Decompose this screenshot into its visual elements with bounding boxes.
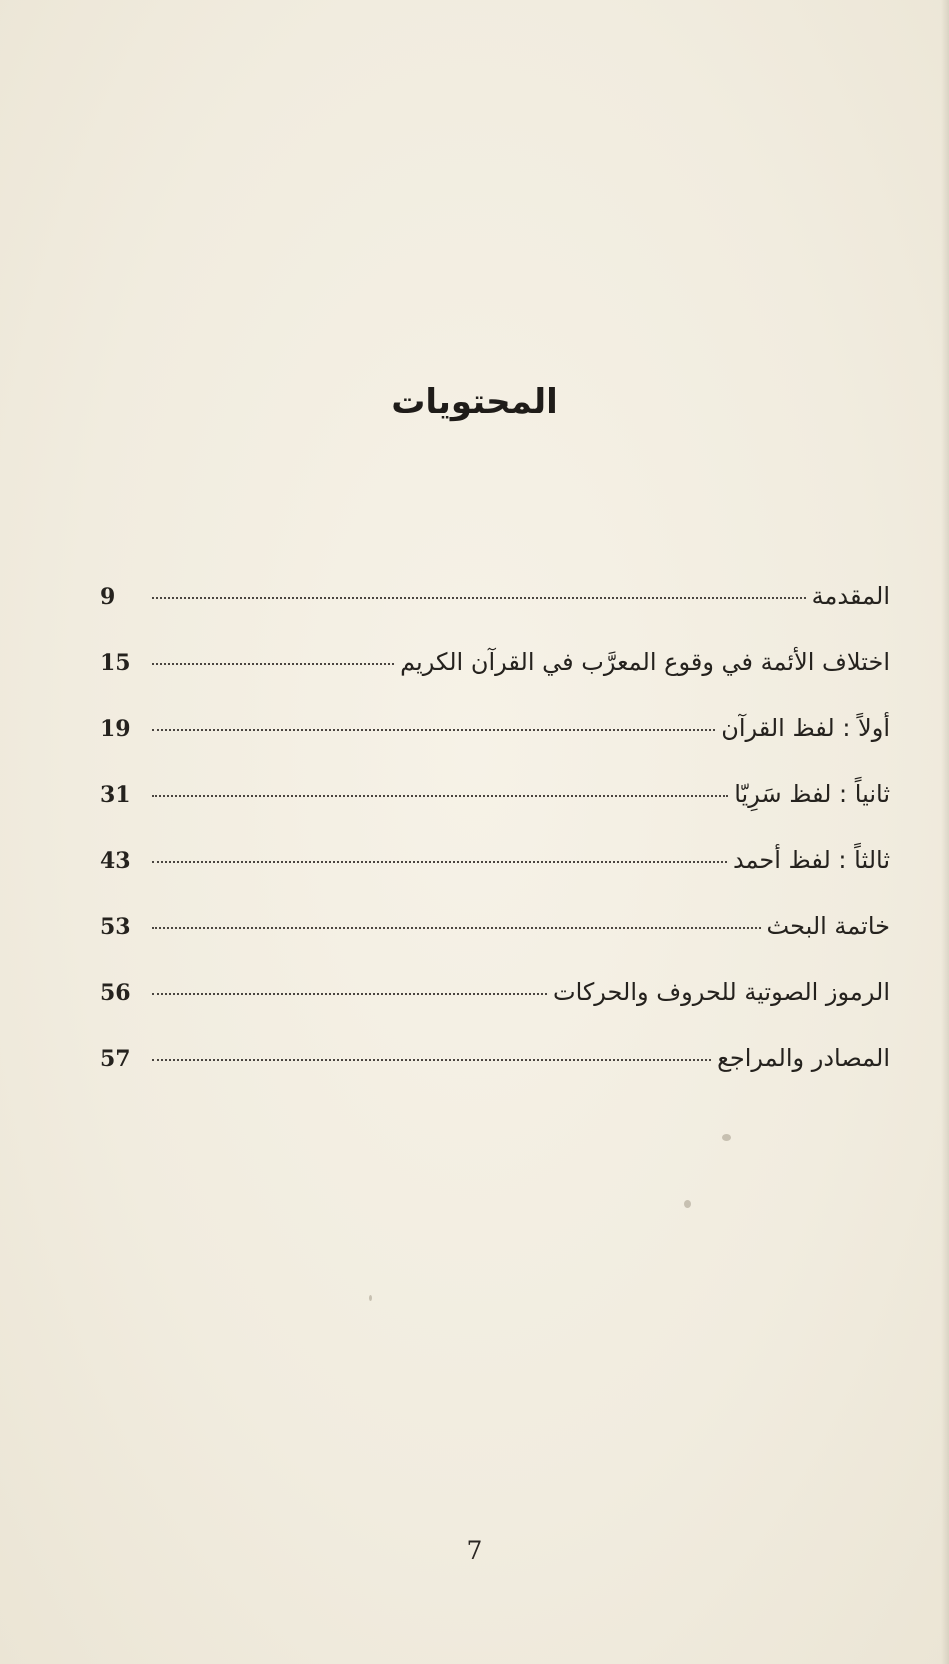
toc-entry-title: ثالثاً : لفظ أحمد [732, 846, 890, 874]
toc-page-number: 56 [100, 980, 131, 1006]
toc-page-number: 9 [100, 584, 116, 610]
paper-speck [684, 1200, 691, 1208]
toc-entry [100, 912, 890, 978]
toc-entry-title: خاتمة البحث [766, 912, 890, 940]
toc-entry-title: أولاً : لفظ القرآن [721, 714, 890, 742]
dot-leader [152, 993, 547, 995]
page-edge-shadow [941, 0, 949, 1664]
page-number: 7 [466, 1536, 483, 1565]
dot-leader [152, 597, 806, 599]
dot-leader [152, 927, 761, 929]
paper-speck [369, 1295, 372, 1301]
toc-entry [100, 978, 890, 1044]
toc-entry-title: المقدمة [811, 582, 890, 610]
dot-leader [152, 1059, 711, 1061]
contents-heading: المحتويات [391, 382, 558, 422]
toc-page-number: 19 [100, 716, 131, 742]
toc-entry [100, 1044, 890, 1110]
toc-entry [100, 846, 890, 912]
toc-entry [100, 582, 890, 648]
paper-speck [722, 1134, 731, 1141]
toc-entry [100, 648, 890, 714]
toc-entry [100, 780, 890, 846]
toc-page-number: 57 [100, 1046, 131, 1072]
toc-entry-title: ثانياً : لفظ سَرِيّا [734, 780, 890, 808]
dot-leader [152, 861, 727, 863]
toc-page-number: 31 [100, 782, 131, 808]
toc-entry-title: المصادر والمراجع [717, 1044, 890, 1072]
toc-entry-title: اختلاف الأئمة في وقوع المعرَّب في القرآن الكريم [400, 648, 890, 676]
toc-page-number: 43 [100, 848, 131, 874]
dot-leader [152, 729, 715, 731]
toc-page-number: 53 [100, 914, 131, 940]
table-of-contents [100, 582, 890, 1110]
toc-entry [100, 714, 890, 780]
dot-leader [152, 663, 394, 665]
dot-leader [152, 795, 728, 797]
toc-entry-title: الرموز الصوتية للحروف والحركات [552, 978, 890, 1006]
toc-page-number: 15 [100, 650, 131, 676]
